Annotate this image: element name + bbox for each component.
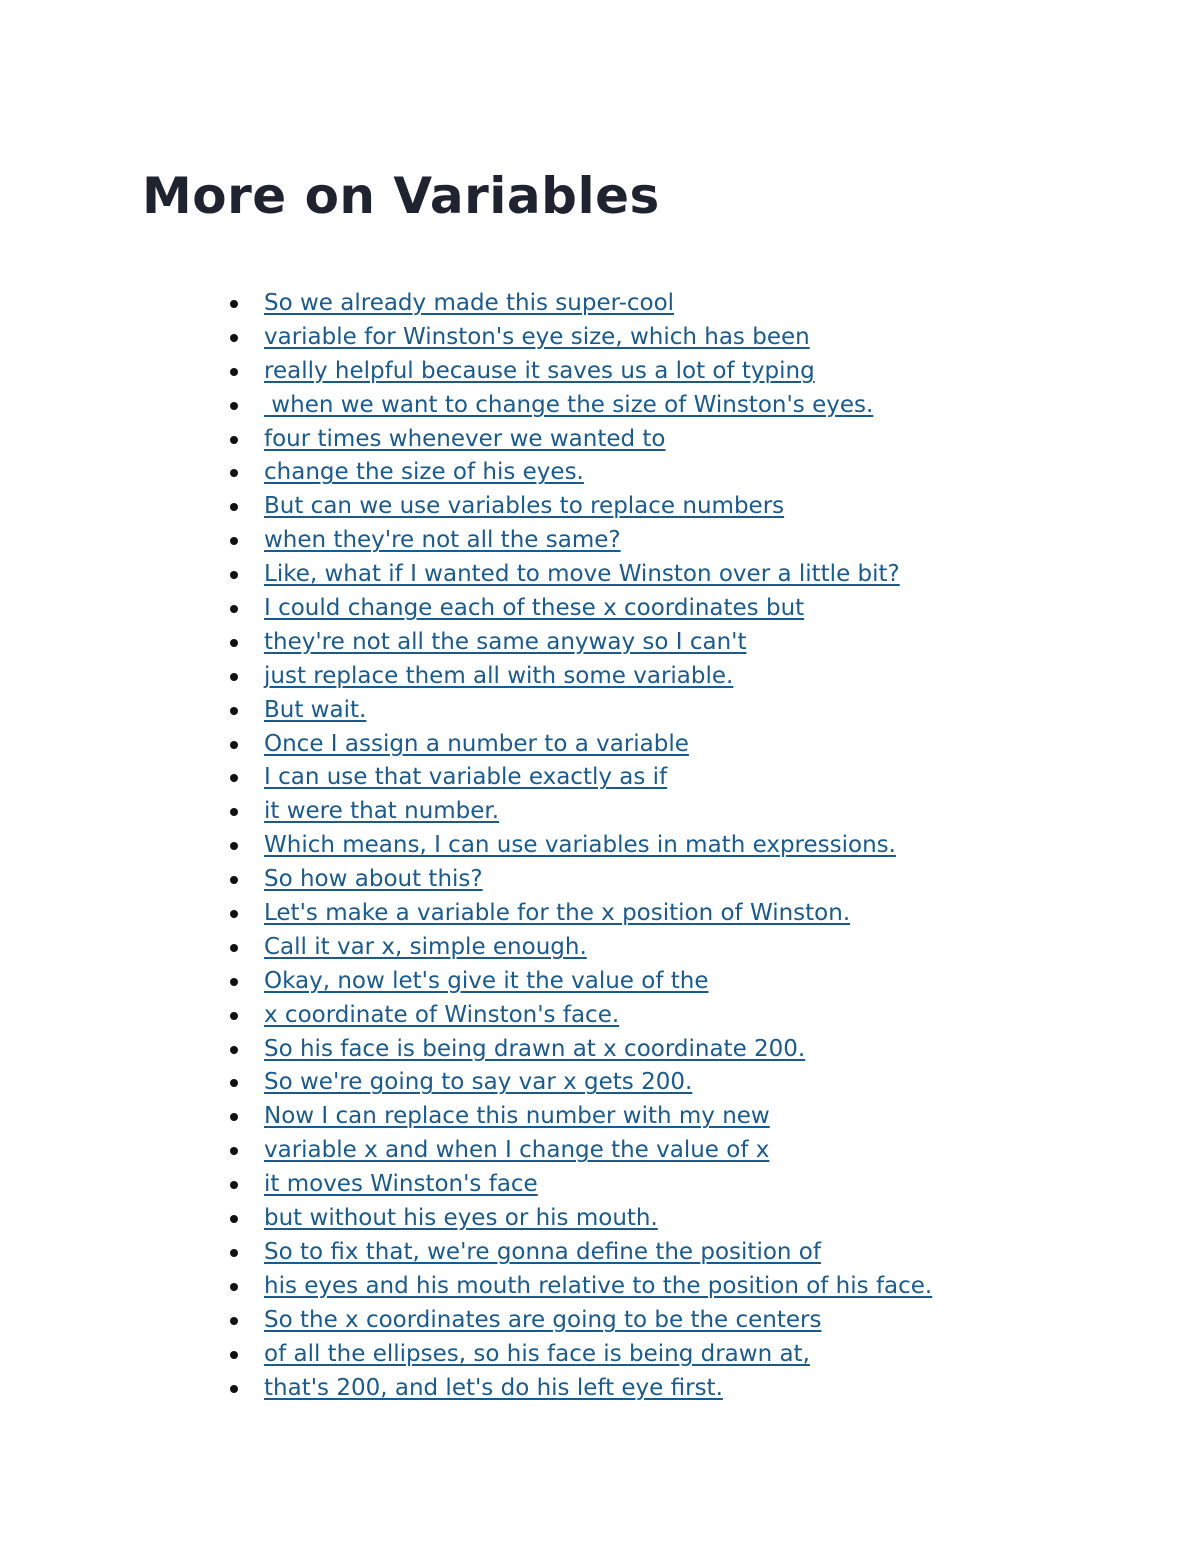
bullet-icon xyxy=(230,1385,238,1393)
list-item xyxy=(0,287,932,321)
transcript-line-link[interactable]: his eyes and his mouth relative to the position of his face. xyxy=(264,1272,933,1299)
bullet-icon xyxy=(230,1317,238,1325)
transcript-line-link[interactable]: But wait. xyxy=(264,696,367,723)
transcript-line-link[interactable]: just replace them all with some variable. xyxy=(264,662,734,689)
list-item xyxy=(0,321,932,355)
list-item xyxy=(0,1304,932,1338)
list-item xyxy=(0,524,932,558)
list-item xyxy=(0,1066,932,1100)
transcript-line-link[interactable]: So we're going to say var x gets 200. xyxy=(264,1069,693,1096)
transcript-line-link[interactable]: I can use that variable exactly as if xyxy=(264,764,668,791)
transcript-line-link[interactable]: Let's make a variable for the x position of Winston. xyxy=(264,900,851,927)
transcript-line-link[interactable]: x coordinate of Winston's face. xyxy=(264,1001,620,1028)
bullet-icon xyxy=(230,334,238,342)
bullet-icon xyxy=(230,300,238,308)
transcript-line-link[interactable]: Now I can replace this number with my new xyxy=(264,1103,770,1130)
transcript-line-link[interactable]: when we want to change the size of Winston's eyes. xyxy=(264,391,874,418)
bullet-icon xyxy=(230,978,238,986)
list-item xyxy=(0,558,932,592)
bullet-icon xyxy=(230,1113,238,1121)
bullet-icon xyxy=(230,1351,238,1359)
list-item xyxy=(0,897,932,931)
bullet-icon xyxy=(230,741,238,749)
transcript-line-link[interactable]: really helpful because it saves us a lot of typing xyxy=(264,357,815,384)
bullet-icon xyxy=(230,876,238,884)
transcript-line-link[interactable]: change the size of his eyes. xyxy=(264,459,584,486)
bullet-icon xyxy=(230,605,238,613)
bullet-icon xyxy=(230,774,238,782)
list-item xyxy=(0,863,932,897)
transcript-line-link[interactable]: that's 200, and let's do his left eye first. xyxy=(264,1374,723,1401)
transcript-line-link[interactable]: So we already made this super-cool xyxy=(264,290,675,316)
list-item xyxy=(0,1202,932,1236)
list-item xyxy=(0,829,932,863)
bullet-icon xyxy=(230,808,238,816)
bullet-icon xyxy=(230,1012,238,1020)
list-item xyxy=(0,728,932,762)
transcript-line-link[interactable]: variable x and when I change the value of x xyxy=(264,1137,770,1164)
bullet-icon xyxy=(230,910,238,918)
list-item xyxy=(0,795,932,829)
list-item xyxy=(0,389,932,423)
transcript-line-link[interactable]: it moves Winston's face xyxy=(264,1171,538,1198)
list-item xyxy=(0,931,932,965)
bullet-icon xyxy=(230,1249,238,1257)
list-item xyxy=(0,490,932,524)
page-title: More on Variables xyxy=(142,167,660,225)
list-item xyxy=(0,761,932,795)
bullet-icon xyxy=(230,1283,238,1291)
list-item xyxy=(0,456,932,490)
transcript-line-link[interactable]: Okay, now let's give it the value of the xyxy=(264,967,709,994)
list-item xyxy=(0,355,932,389)
bullet-icon xyxy=(230,673,238,681)
transcript-line-link[interactable]: Once I assign a number to a variable xyxy=(264,730,689,757)
transcript-line-link[interactable]: variable for Winston's eye size, which has been xyxy=(264,323,810,350)
bullet-icon xyxy=(230,842,238,850)
list-item xyxy=(0,1100,932,1134)
bullet-icon xyxy=(230,1215,238,1223)
list-item xyxy=(0,1236,932,1270)
list-item xyxy=(0,1270,932,1304)
transcript-line-link[interactable]: So how about this? xyxy=(264,866,483,893)
bullet-icon xyxy=(230,707,238,715)
transcript-line-link[interactable]: four times whenever we wanted to xyxy=(264,425,666,452)
list-item xyxy=(0,1033,932,1067)
bullet-icon xyxy=(230,571,238,579)
transcript-line-link[interactable]: So to fix that, we're gonna define the position of xyxy=(264,1238,821,1265)
bullet-icon xyxy=(230,402,238,410)
bullet-icon xyxy=(230,469,238,477)
bullet-icon xyxy=(230,1046,238,1054)
transcript-line-link[interactable]: they're not all the same anyway so I can't xyxy=(264,628,747,655)
transcript-line-link[interactable]: it were that number. xyxy=(264,798,500,825)
list-item xyxy=(0,999,932,1033)
transcript-line-link[interactable]: I could change each of these x coordinates but xyxy=(264,595,805,622)
transcript-line-link[interactable]: Call it var x, simple enough. xyxy=(264,933,587,960)
list-item xyxy=(0,1134,932,1168)
list-item xyxy=(0,1168,932,1202)
bullet-icon xyxy=(230,368,238,376)
list-item xyxy=(0,1372,932,1406)
transcript-line-link[interactable]: when they're not all the same? xyxy=(264,527,621,554)
transcript-line-link[interactable]: but without his eyes or his mouth. xyxy=(264,1205,658,1232)
transcript-line-link[interactable]: So the x coordinates are going to be the centers xyxy=(264,1306,822,1333)
list-item xyxy=(0,423,932,457)
transcript-line-link[interactable]: But can we use variables to replace numbers xyxy=(264,493,785,520)
bullet-icon xyxy=(230,436,238,444)
transcript-line-link[interactable]: of all the ellipses, so his face is being drawn at, xyxy=(264,1340,810,1367)
transcript-line-link[interactable]: So his face is being drawn at x coordinate 200. xyxy=(264,1035,806,1062)
bullet-icon xyxy=(230,1147,238,1155)
bullet-icon xyxy=(230,503,238,511)
transcript-line-link[interactable]: Like, what if I wanted to move Winston over a little bit? xyxy=(264,561,900,588)
list-item xyxy=(0,660,932,694)
list-item xyxy=(0,626,932,660)
transcript-list xyxy=(0,287,932,1405)
list-item xyxy=(0,1338,932,1372)
bullet-icon xyxy=(230,537,238,545)
bullet-icon xyxy=(230,944,238,952)
list-item xyxy=(0,965,932,999)
bullet-icon xyxy=(230,1079,238,1087)
list-item xyxy=(0,592,932,626)
list-item xyxy=(0,694,932,728)
transcript-line-link[interactable]: Which means, I can use variables in math expressions. xyxy=(264,832,896,859)
bullet-icon xyxy=(230,639,238,647)
bullet-icon xyxy=(230,1181,238,1189)
